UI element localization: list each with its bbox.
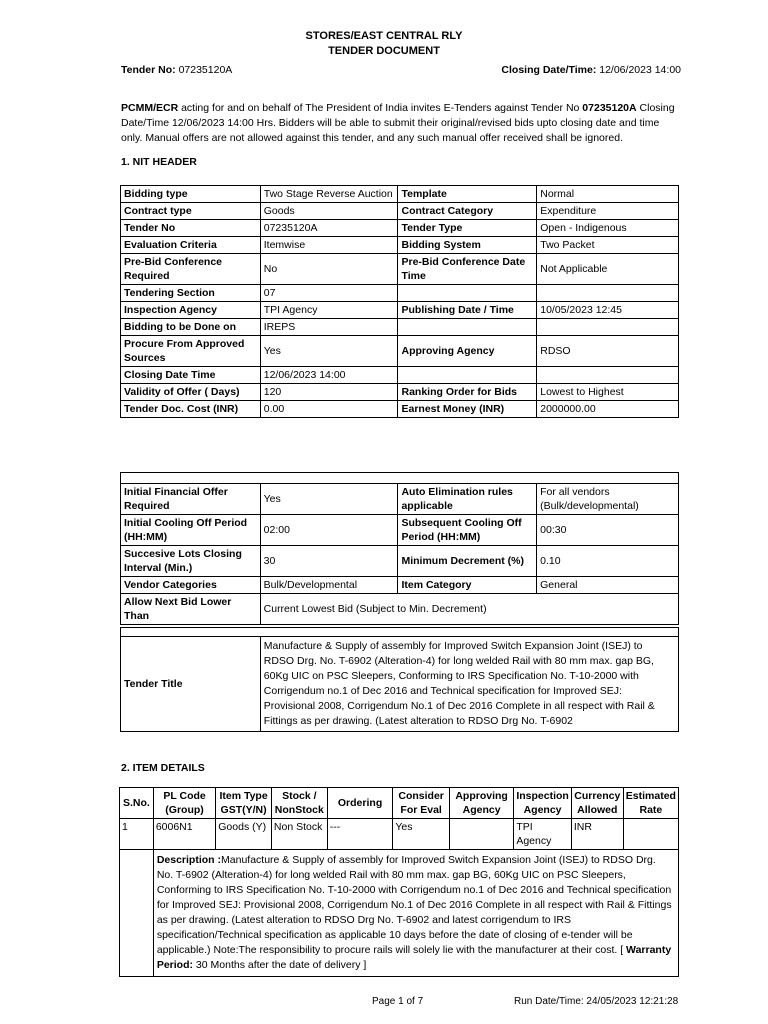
nit-label-cell: Closing Date Time bbox=[121, 367, 261, 384]
nit-value-cell: Expenditure bbox=[537, 203, 679, 220]
nit-label-cell: Pre-Bid Conference Date Time bbox=[398, 254, 537, 285]
nit-label-cell bbox=[398, 367, 537, 384]
item-row bbox=[120, 819, 679, 850]
spacer-row bbox=[121, 628, 679, 637]
nit-row bbox=[121, 254, 679, 285]
nit-header-table bbox=[120, 185, 679, 418]
nit-row bbox=[121, 285, 679, 302]
auction-row bbox=[121, 515, 679, 546]
nit-value-cell: Normal bbox=[537, 186, 679, 203]
nit-label-cell: Contract Category bbox=[398, 203, 537, 220]
nit-row bbox=[121, 336, 679, 367]
item-cell bbox=[623, 819, 678, 850]
auction-label-cell: Vendor Categories bbox=[121, 577, 261, 594]
nit-row bbox=[121, 401, 679, 418]
nit-label-cell: Tender Doc. Cost (INR) bbox=[121, 401, 261, 418]
auction-label-cell: Initial Cooling Off Period (HH:MM) bbox=[121, 515, 261, 546]
nit-value-cell: Yes bbox=[260, 336, 398, 367]
item-cell: Non Stock bbox=[271, 819, 327, 850]
item-column-header: Consider For Eval bbox=[393, 788, 450, 819]
document-title: TENDER DOCUMENT bbox=[328, 45, 440, 57]
tender-number-value: 07235120A bbox=[178, 64, 233, 76]
nit-row bbox=[121, 237, 679, 254]
nit-label-cell: Contract type bbox=[121, 203, 261, 220]
nit-row bbox=[121, 319, 679, 336]
item-cell: --- bbox=[327, 819, 393, 850]
item-description-cell bbox=[153, 850, 678, 977]
item-column-header: Approving Agency bbox=[449, 788, 513, 819]
nit-label-cell: Tendering Section bbox=[121, 285, 261, 302]
auction-value-cell: Yes bbox=[260, 484, 398, 515]
allow-next-bid-value: Current Lowest Bid (Subject to Min. Decrement) bbox=[260, 594, 678, 625]
nit-value-cell: IREPS bbox=[260, 319, 398, 336]
warranty-text: 30 Months after the date of delivery ] bbox=[193, 959, 367, 971]
nit-label-cell: Pre-Bid Conference Required bbox=[121, 254, 261, 285]
description-text: Manufacture & Supply of assembly for Improved Switch Expansion Joint (ISEJ) to RDSO Drg. No. T-6902 (Alteration-4) for long welded Rail with 80 mm max. gap BG, 60Kg UIC on PSC Sleepers, Conforming to IRS Specification No. T-10-2000 with Corrigendum no.1 of Dec 2016 and Technical specification for Improved SEJ: Provisional 2008, Corrigendum No.1 of Dec 2016 Complete in all respect with Rail & Fittings as per drawing. (Latest alteration to RDSO Drg No. T-6902 and latest corrigendum to IRS specification/Technical specification as applicable 10 days before the date of closing of e-tender will be applicable.) Note:The responsibility to procure rails will solely lie with the manufacturer at their cost. [ bbox=[156, 854, 672, 956]
nit-value-cell: Two Packet bbox=[537, 237, 679, 254]
auction-label-cell: Subsequent Cooling Off Period (HH:MM) bbox=[398, 515, 537, 546]
item-details-table bbox=[119, 787, 679, 977]
nit-value-cell: 2000000.00 bbox=[537, 401, 679, 418]
nit-row bbox=[121, 220, 679, 237]
auction-label-cell: Auto Elimination rules applicable bbox=[398, 484, 537, 515]
closing-datetime-value: 12/06/2023 14:00 bbox=[599, 64, 681, 76]
nit-value-cell: TPI Agency bbox=[260, 302, 398, 319]
auction-value-cell: Bulk/Developmental bbox=[260, 577, 398, 594]
auction-row bbox=[121, 484, 679, 515]
nit-value-cell: Itemwise bbox=[260, 237, 398, 254]
item-cell: 1 bbox=[120, 819, 154, 850]
nit-value-cell: Lowest to Highest bbox=[537, 384, 679, 401]
tender-number-line bbox=[121, 64, 232, 76]
nit-label-cell: Earnest Money (INR) bbox=[398, 401, 537, 418]
nit-row bbox=[121, 203, 679, 220]
item-column-header: S.No. bbox=[120, 788, 154, 819]
item-column-header: Estimated Rate bbox=[623, 788, 678, 819]
nit-label-cell bbox=[398, 319, 537, 336]
nit-label-cell bbox=[398, 285, 537, 302]
nit-value-cell: 120 bbox=[260, 384, 398, 401]
nit-value-cell bbox=[537, 367, 679, 384]
nit-label-cell: Evaluation Criteria bbox=[121, 237, 261, 254]
closing-datetime-line bbox=[501, 64, 681, 76]
item-header-row bbox=[120, 788, 679, 819]
tender-title-label: Tender Title bbox=[121, 637, 261, 732]
tender-number-label: Tender No: bbox=[121, 64, 176, 76]
nit-value-cell bbox=[537, 285, 679, 302]
item-cell bbox=[449, 819, 513, 850]
nit-value-cell: Goods bbox=[260, 203, 398, 220]
nit-label-cell: Inspection Agency bbox=[121, 302, 261, 319]
nit-label-cell: Template bbox=[398, 186, 537, 203]
nit-label-cell: Procure From Approved Sources bbox=[121, 336, 261, 367]
spacer-row bbox=[121, 473, 679, 484]
nit-label-cell: Publishing Date / Time bbox=[398, 302, 537, 319]
auction-value-cell: 02:00 bbox=[260, 515, 398, 546]
nit-label-cell: Tender Type bbox=[398, 220, 537, 237]
nit-row bbox=[121, 186, 679, 203]
page-number: Page 1 of 7 bbox=[372, 996, 424, 1007]
nit-value-cell: Not Applicable bbox=[537, 254, 679, 285]
warranty-label: Warranty Period: bbox=[156, 944, 672, 971]
intro-text-2: Closing Date/Time 12/06/2023 14:00 Hrs. Bidders will be able to submit their original/revised bids upto closing date and time only. Manual offers are not allowed against this tender, and any such manual offer received shall be ignored. bbox=[121, 102, 675, 144]
org-title: STORES/EAST CENTRAL RLY bbox=[305, 30, 463, 42]
closing-datetime-label: Closing Date/Time: bbox=[501, 64, 597, 76]
auction-label-cell: Minimum Decrement (%) bbox=[398, 546, 537, 577]
nit-label-cell: Bidding System bbox=[398, 237, 537, 254]
nit-row bbox=[121, 302, 679, 319]
item-cell: Yes bbox=[393, 819, 450, 850]
tender-title-row bbox=[121, 637, 679, 732]
intro-text-1: acting for and on behalf of The President of India invites E-Tenders against Tender No bbox=[178, 102, 583, 114]
description-spacer-cell bbox=[120, 850, 154, 977]
section-heading-nit-header: 1. NIT HEADER bbox=[121, 156, 197, 168]
nit-label-cell: Bidding to be Done on bbox=[121, 319, 261, 336]
item-column-header: Stock / NonStock bbox=[271, 788, 327, 819]
nit-value-cell: RDSO bbox=[537, 336, 679, 367]
item-cell: TPI Agency bbox=[514, 819, 572, 850]
nit-label-cell: Tender No bbox=[121, 220, 261, 237]
nit-value-cell bbox=[537, 319, 679, 336]
auction-value-cell: 30 bbox=[260, 546, 398, 577]
item-column-header: PL Code (Group) bbox=[153, 788, 215, 819]
nit-row bbox=[121, 367, 679, 384]
allow-next-bid-label: Allow Next Bid Lower Than bbox=[121, 594, 261, 625]
section-heading-item-details: 2. ITEM DETAILS bbox=[121, 762, 205, 774]
nit-label-cell: Approving Agency bbox=[398, 336, 537, 367]
intro-tender-number: 07235120A bbox=[582, 102, 637, 114]
nit-value-cell: 07 bbox=[260, 285, 398, 302]
spacer-cell bbox=[121, 628, 679, 637]
auction-row bbox=[121, 546, 679, 577]
nit-label-cell: Ranking Order for Bids bbox=[398, 384, 537, 401]
auction-label-cell: Initial Financial Offer Required bbox=[121, 484, 261, 515]
item-column-header: Inspection Agency bbox=[514, 788, 572, 819]
nit-value-cell: Open - Indigenous bbox=[537, 220, 679, 237]
nit-value-cell: No bbox=[260, 254, 398, 285]
auction-label-cell: Succesive Lots Closing Interval (Min.) bbox=[121, 546, 261, 577]
nit-value-cell: 0.00 bbox=[260, 401, 398, 418]
nit-value-cell: 10/05/2023 12:45 bbox=[537, 302, 679, 319]
nit-value-cell: Two Stage Reverse Auction bbox=[260, 186, 398, 203]
auction-value-cell: 0.10 bbox=[537, 546, 679, 577]
item-cell: INR bbox=[571, 819, 623, 850]
nit-label-cell: Bidding type bbox=[121, 186, 261, 203]
tender-title-value: Manufacture & Supply of assembly for Improved Switch Expansion Joint (ISEJ) to RDSO Drg. No. T-6902 (Alteration-4) for long welded Rail with 80 mm max. gap BG, 60Kg UIC on PSC Sleepers, Conforming to IRS Specification No. T-10-2000 with Corrigendum no.1 of Dec 2016 and Technical specification for Improved SEJ: Provisional 2008, Corrigendum No.1 of Dec 2016 Complete in all respect with Rail & Fittings as per drawing. (Latest alteration to RDSO Drg No. T-6902 bbox=[260, 637, 678, 732]
nit-row bbox=[121, 384, 679, 401]
nit-label-cell: Validity of Offer ( Days) bbox=[121, 384, 261, 401]
auction-value-cell: 00:30 bbox=[537, 515, 679, 546]
tender-title-table bbox=[120, 627, 679, 732]
item-description-row bbox=[120, 850, 679, 977]
intro-paragraph bbox=[121, 101, 683, 146]
auction-row bbox=[121, 577, 679, 594]
item-column-header: Currency Allowed bbox=[571, 788, 623, 819]
run-datetime: Run Date/Time: 24/05/2023 12:21:28 bbox=[514, 996, 679, 1007]
nit-value-cell: 07235120A bbox=[260, 220, 398, 237]
allow-next-bid-row bbox=[121, 594, 679, 625]
item-cell: 6006N1 bbox=[153, 819, 215, 850]
intro-authority: PCMM/ECR bbox=[121, 102, 179, 114]
auction-value-cell: For all vendors (Bulk/developmental) bbox=[537, 484, 679, 515]
spacer-cell bbox=[121, 473, 679, 484]
nit-value-cell: 12/06/2023 14:00 bbox=[260, 367, 398, 384]
item-cell: Goods (Y) bbox=[216, 819, 272, 850]
auction-value-cell: General bbox=[537, 577, 679, 594]
auction-label-cell: Item Category bbox=[398, 577, 537, 594]
description-label: Description : bbox=[156, 854, 222, 866]
auction-parameters-table bbox=[120, 472, 679, 625]
item-column-header: Ordering bbox=[327, 788, 393, 819]
item-column-header: Item Type GST(Y/N) bbox=[216, 788, 272, 819]
